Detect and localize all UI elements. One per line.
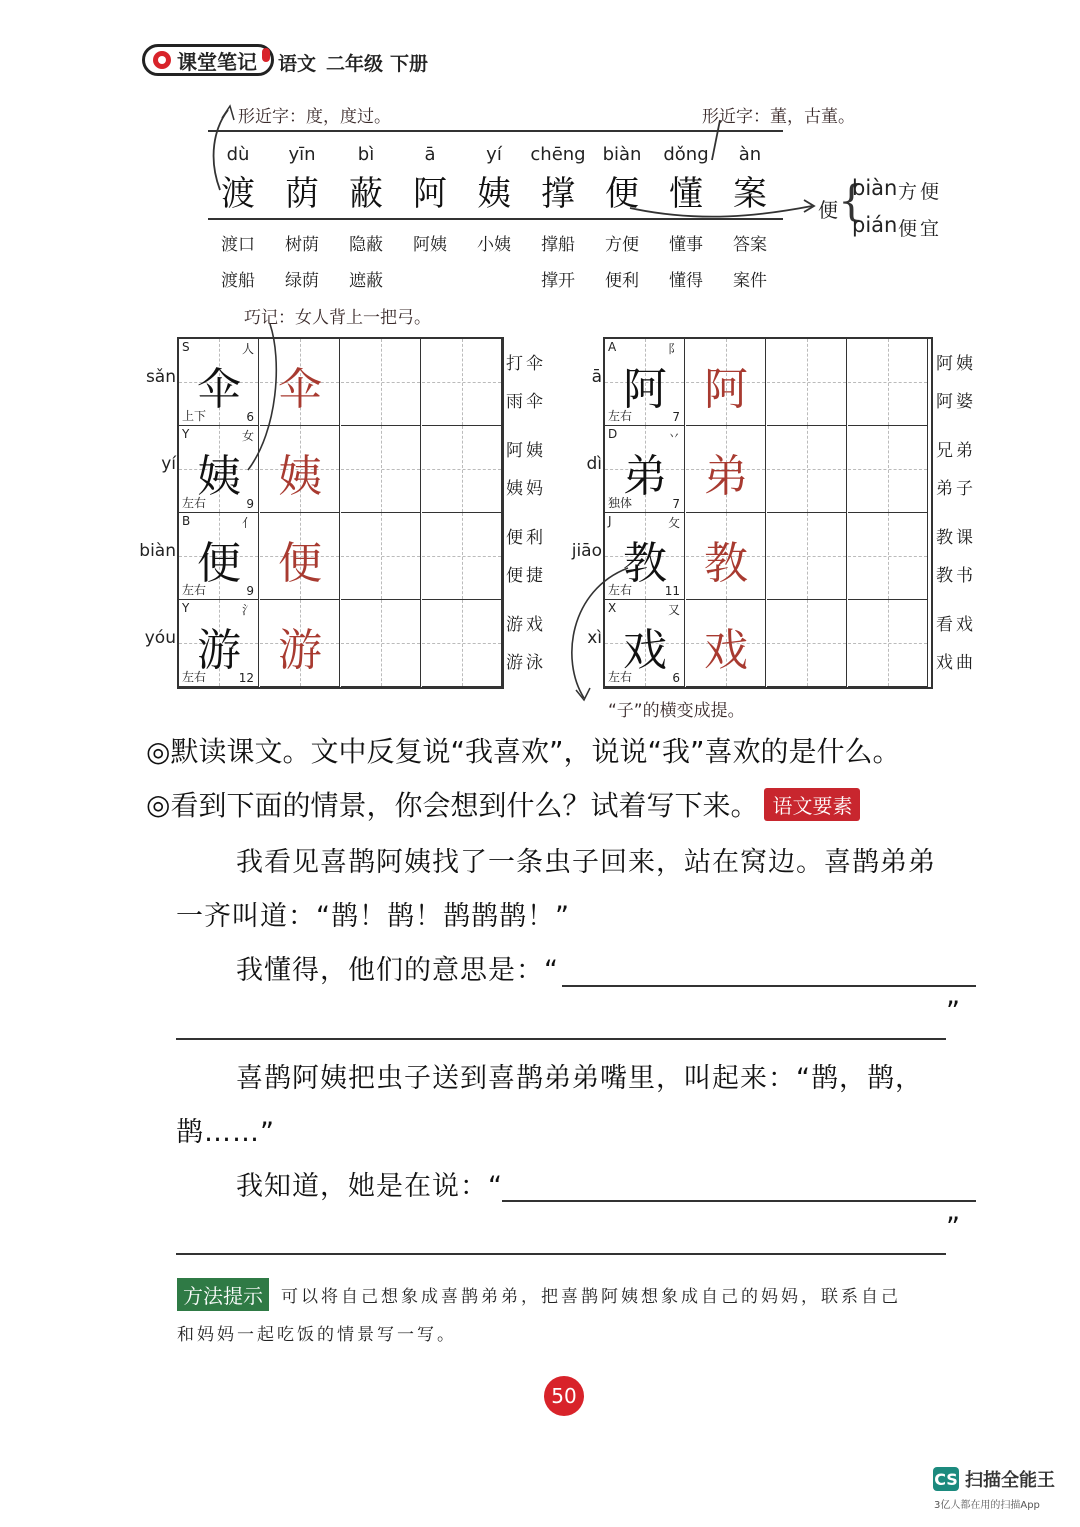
stroke-count: 6 (672, 671, 680, 685)
vocab-word-1: 懂事 (669, 235, 703, 255)
method-tip-line-1: 可以将自己想象成喜鹊弟弟，把喜鹊阿姨想象成自己的妈妈，联系自己 (281, 1287, 901, 1307)
structure-label: 左右 (608, 583, 633, 597)
model-char: 教 (623, 538, 667, 589)
initial-letter: X (608, 601, 617, 615)
grid-cell[interactable] (848, 339, 928, 426)
grid-cell[interactable] (848, 513, 928, 600)
structure-label: 左右 (182, 670, 207, 684)
grid-cell (605, 339, 685, 426)
grid-cell (260, 513, 340, 600)
initial-letter: B (182, 514, 191, 528)
grid-cell[interactable] (767, 426, 847, 513)
trace-char: 便 (278, 538, 322, 589)
radical: 氵 (241, 603, 254, 617)
pian-pinyin: pián (852, 213, 898, 237)
grid-word: 游戏 (506, 615, 546, 635)
question-1-text: 默读课文。文中反复说“我喜欢”，说说“我”喜欢的是什么。 (170, 735, 901, 768)
grid-cell (179, 513, 259, 600)
vocab-word-2: 案件 (733, 271, 767, 291)
bian-pinyin: biàn (852, 176, 898, 200)
grid-cell[interactable] (422, 513, 502, 600)
model-char: 戏 (623, 625, 667, 676)
grid-word: 教书 (936, 566, 976, 586)
grid-pinyin: yí (161, 454, 176, 474)
vocab-char: 荫 (285, 174, 319, 214)
structure-label: 左右 (608, 670, 633, 684)
vocab-word-1: 小姨 (477, 235, 511, 255)
mnemonic-arrow (240, 320, 320, 480)
grid-word: 兄弟 (936, 441, 976, 461)
vocab-char: 姨 (477, 174, 511, 214)
watermark-name: 扫描全能王 (965, 1470, 1055, 1491)
grid-word: 戏曲 (936, 653, 976, 673)
answer-1-prompt: 我懂得，他们的意思是：“ (236, 955, 559, 986)
grid-cell[interactable] (341, 513, 421, 600)
grid-word: 阿姨 (936, 354, 976, 374)
vocab-word-1: 撑船 (541, 235, 575, 255)
trace-char: 伞 (278, 364, 322, 415)
radical: 亻 (241, 516, 254, 530)
answer-2-line-2[interactable] (176, 1253, 946, 1255)
paragraph-1-line-2: 一齐叫道：“鹊！鹊！鹊鹊鹊！” (176, 901, 570, 932)
grid-pinyin: yóu (144, 628, 176, 648)
cs-logo-icon: CS (933, 1467, 959, 1491)
vocab-word-2: 绿荫 (285, 271, 319, 291)
badge-label: 课堂笔记 (177, 49, 257, 74)
model-char: 阿 (623, 364, 667, 415)
stroke-count: 7 (672, 497, 680, 511)
trace-char: 教 (704, 538, 748, 589)
grid-word: 打伞 (506, 354, 546, 374)
vocab-char: 阿 (413, 174, 447, 214)
vocab-pinyin: dù (226, 144, 250, 165)
grid-cell (605, 426, 685, 513)
radical: 又 (667, 603, 680, 617)
vocab-pinyin: bì (357, 144, 375, 165)
grid-cell (179, 600, 259, 687)
answer-1-line-1[interactable] (562, 985, 976, 987)
initial-letter: A (608, 340, 617, 354)
answer-1-line-2[interactable] (176, 1038, 946, 1040)
badge-mark-icon (262, 48, 270, 62)
question-2-text: 看到下面的情景，你会想到什么？试着写下来。 (170, 789, 759, 822)
paragraph-2-line-2: 鹊……” (176, 1117, 275, 1148)
trace-char: 弟 (704, 451, 748, 502)
question-mark: ◎ (146, 735, 171, 768)
grid-pinyin: biàn (139, 541, 176, 561)
question-mark: ◎ (146, 787, 171, 821)
grid-cell[interactable] (422, 426, 502, 513)
grid-cell (686, 513, 766, 600)
notebook-badge (142, 44, 274, 76)
grid-pinyin: ā (591, 367, 602, 387)
grid-cell[interactable] (422, 339, 502, 426)
trace-char: 阿 (704, 364, 748, 415)
grid-cell[interactable] (422, 600, 502, 687)
zi-note-arrow (560, 560, 650, 710)
vocab-char: 案 (733, 174, 767, 214)
vocab-word-2: 遮蔽 (349, 271, 383, 291)
model-char: 姨 (197, 451, 241, 502)
right-similar-note: 形近字：董，古董。 (702, 107, 855, 127)
vocab-char: 懂 (669, 174, 703, 214)
page-number: 50 (544, 1376, 584, 1416)
answer-2-line-1[interactable] (502, 1200, 976, 1202)
grid-cell[interactable] (341, 339, 421, 426)
structure-label: 左右 (182, 496, 207, 510)
stroke-count: 7 (672, 410, 680, 424)
vocab-char: 撑 (541, 174, 575, 214)
radical: 女 (241, 429, 254, 443)
writing-grid-right (603, 337, 933, 689)
vocab-word-1: 方便 (605, 235, 639, 255)
vocab-word-2: 懂得 (669, 271, 703, 291)
scanner-watermark (933, 1466, 1055, 1492)
grid-cell (686, 339, 766, 426)
grid-word: 便捷 (506, 566, 546, 586)
vocab-word-2: 撑开 (541, 271, 575, 291)
structure-label: 左右 (608, 409, 633, 423)
radical: 阝 (667, 342, 680, 356)
paragraph-1-line-1: 我看见喜鹊阿姨找了一条虫子回来，站在窝边。喜鹊弟弟 (236, 847, 936, 878)
vocab-word-2: 便利 (605, 271, 639, 291)
question-2 (146, 784, 860, 824)
pian-word: 便宜 (898, 218, 943, 240)
model-char: 游 (197, 625, 241, 676)
subject-label: 语文 (278, 53, 317, 75)
model-char: 伞 (197, 364, 241, 415)
trace-char: 游 (278, 625, 322, 676)
grid-word: 便利 (506, 528, 546, 548)
structure-label: 左右 (182, 583, 207, 597)
grid-word: 姨妈 (506, 479, 546, 499)
vocab-word-1: 隐蔽 (349, 235, 383, 255)
vocab-pinyin: ā (424, 144, 436, 165)
vocab-char: 渡 (221, 174, 255, 214)
stroke-count: 11 (664, 584, 680, 598)
vocab-pinyin: yīn (288, 144, 316, 165)
structure-label: 上下 (182, 409, 207, 423)
grid-cell[interactable] (341, 600, 421, 687)
vocab-word-2: 渡船 (221, 271, 255, 291)
grid-word: 阿姨 (506, 441, 546, 461)
vocab-word-1: 阿姨 (413, 235, 447, 255)
grid-cell[interactable] (848, 426, 928, 513)
grid-cell (686, 426, 766, 513)
bian-char: 便 (818, 198, 838, 222)
zi-note: “子”的横变成提。 (608, 701, 745, 721)
initial-letter: Y (182, 427, 190, 441)
left-similar-note: 形近字：度，度过。 (238, 107, 391, 127)
grade-label: 二年级 (326, 53, 384, 75)
radical: 攵 (667, 516, 680, 530)
stroke-count: 9 (246, 497, 254, 511)
method-tip (177, 1278, 901, 1311)
initial-letter: Y (182, 601, 190, 615)
vocab-top-rule (208, 130, 783, 132)
mnemonic-note: 巧记：女人背上一把弓。 (244, 308, 431, 328)
answer-2-prompt: 我知道，她是在说：“ (236, 1171, 503, 1202)
initial-letter: S (182, 340, 190, 354)
stroke-count: 6 (246, 410, 254, 424)
vocab-table (208, 144, 784, 294)
grid-cell (260, 600, 340, 687)
grid-cell[interactable] (767, 513, 847, 600)
initial-letter: J (608, 514, 612, 528)
answer-1-close-quote: ” (946, 996, 961, 1027)
vocab-pinyin: biàn (602, 144, 642, 165)
vocab-char: 便 (605, 174, 639, 214)
grid-word: 看戏 (936, 615, 976, 635)
vocab-char: 蔽 (349, 174, 383, 214)
vocab-pinyin: chēng (530, 144, 586, 165)
model-char: 便 (197, 538, 241, 589)
vocab-pinyin: yí (486, 144, 502, 165)
grid-pinyin: sǎn (145, 367, 176, 387)
grid-word: 游泳 (506, 653, 546, 673)
stroke-count: 9 (246, 584, 254, 598)
model-char: 弟 (623, 451, 667, 502)
brace: { (838, 176, 865, 225)
structure-label: 独体 (608, 496, 633, 510)
vocab-word-1: 渡口 (221, 235, 255, 255)
radical: 丷 (667, 429, 680, 443)
grid-pinyin: dì (586, 454, 602, 474)
answer-2-close-quote: ” (946, 1212, 961, 1243)
stroke-count: 12 (238, 671, 254, 685)
grid-cell[interactable] (848, 600, 928, 687)
grid-word: 雨伞 (506, 392, 546, 412)
volume-label: 下册 (390, 53, 429, 75)
grid-word: 阿婆 (936, 392, 976, 412)
badge-icon (153, 51, 171, 69)
writing-grid-left (177, 337, 504, 689)
vocab-pinyin: dǒng (663, 144, 709, 165)
vocab-pinyin: àn (738, 144, 762, 165)
grid-word: 弟子 (936, 479, 976, 499)
grid-pinyin: jiāo (571, 541, 602, 561)
trace-char: 戏 (704, 625, 748, 676)
initial-letter: D (608, 427, 618, 441)
vocab-word-1: 树荫 (285, 235, 319, 255)
paragraph-2-line-1: 喜鹊阿姨把虫子送到喜鹊弟弟嘴里，叫起来：“鹊，鹊， (236, 1063, 923, 1094)
grid-cell[interactable] (341, 426, 421, 513)
chinese-elements-tag: 语文要素 (764, 788, 860, 821)
grid-word: 教课 (936, 528, 976, 548)
grid-cell (686, 600, 766, 687)
grid-cell[interactable] (767, 339, 847, 426)
watermark-tagline: 3亿人都在用的扫描App (934, 1500, 1040, 1511)
trace-char: 姨 (278, 451, 322, 502)
method-tip-label: 方法提示 (177, 1278, 269, 1311)
bian-word: 方便 (898, 181, 943, 203)
question-1 (146, 730, 900, 770)
method-tip-line-2: 和妈妈一起吃饭的情景写一写。 (177, 1325, 457, 1345)
vocab-word-1: 答案 (733, 235, 767, 255)
radical: 人 (241, 342, 254, 356)
grid-cell[interactable] (767, 600, 847, 687)
grid-pinyin: xì (587, 628, 602, 648)
